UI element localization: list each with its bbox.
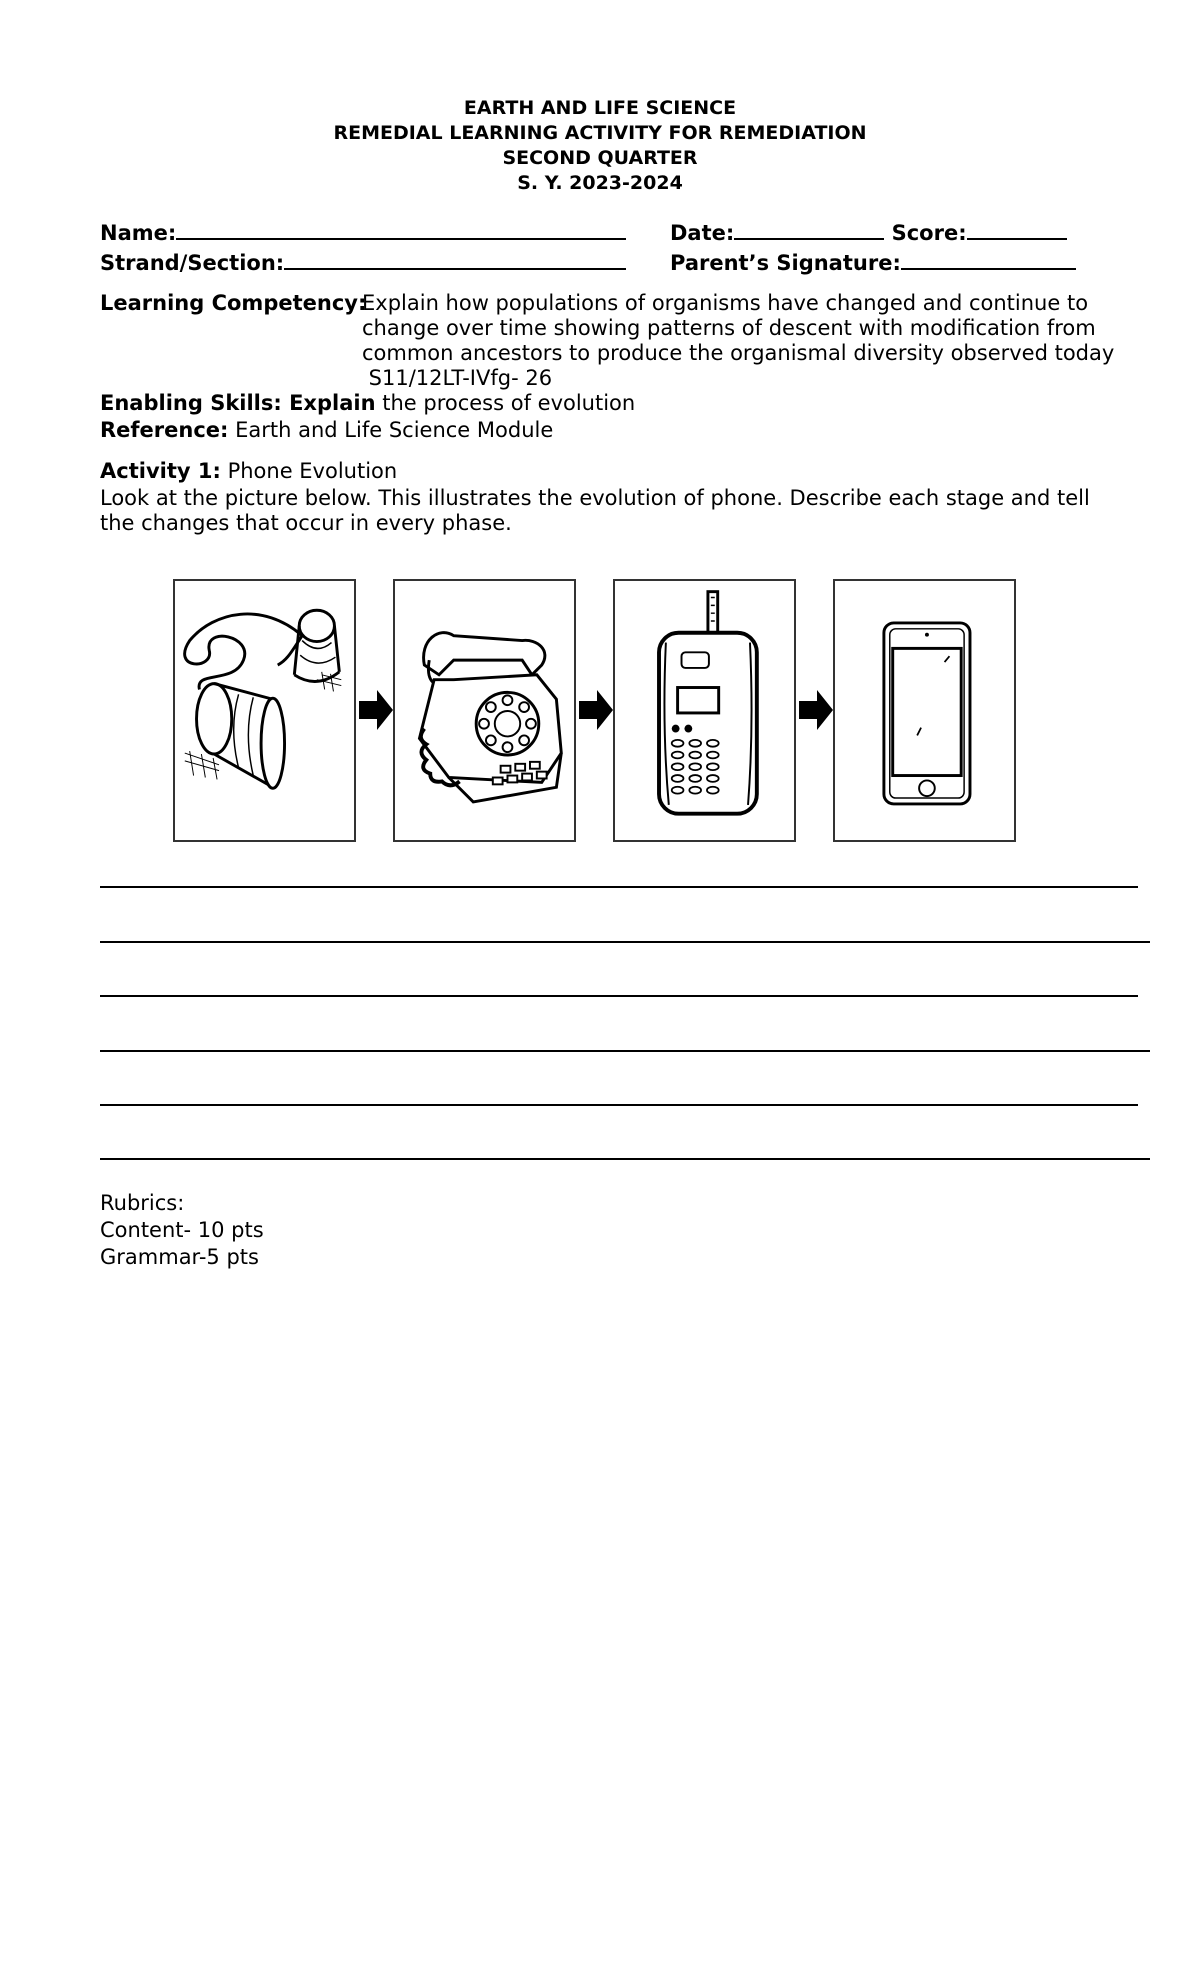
reference: Reference: Earth and Life Science Module: [100, 418, 554, 442]
date-score-row: [670, 218, 1067, 245]
activity-heading: Activity 1: Phone Evolution: [100, 459, 398, 483]
activity-instruction: Look at the picture below. This illustrates the evolution of phone. Describe each stage and tell the changes that occur in every phase.: [100, 486, 1090, 535]
school-year: S. Y. 2023-2024: [517, 172, 683, 194]
answer-line[interactable]: [100, 1104, 1138, 1106]
name-field[interactable]: [176, 218, 626, 240]
parent-signature-field[interactable]: [901, 248, 1076, 270]
answer-line[interactable]: [100, 995, 1138, 997]
score-label: Score:: [891, 221, 967, 245]
date-label: Date:: [670, 221, 735, 245]
answer-line[interactable]: [100, 886, 1138, 888]
rubrics: [100, 1190, 264, 1271]
strand-row: [100, 248, 626, 275]
document-header: [0, 96, 1200, 196]
rotary-telephone-icon: [395, 581, 574, 840]
answer-line[interactable]: [100, 1050, 1150, 1052]
mobile-phone-icon: [615, 581, 794, 840]
rubrics-title: Rubrics:: [100, 1191, 185, 1215]
rubric-content: Content- 10 pts: [100, 1218, 264, 1242]
arrow-right-icon: [359, 690, 393, 730]
arrow-right-icon: [579, 690, 613, 730]
strand-field[interactable]: [284, 248, 626, 270]
competency-code: S11/12LT-IVfg- 26: [362, 366, 553, 390]
competency-text: Explain how populations of organisms have changed and continue to change over time showing patterns of descent with modification from common ancestors to produce the organismal diversity observed today S11/12LT-IVfg- 26: [362, 291, 1152, 391]
smartphone-icon: [835, 581, 1014, 840]
strand-label: Strand/Section:: [100, 251, 285, 275]
rubric-grammar: Grammar-5 pts: [100, 1245, 259, 1269]
name-row: [100, 218, 626, 245]
score-field[interactable]: [967, 218, 1067, 240]
enabling-skills: Enabling Skills: Explain the process of evolution: [100, 391, 636, 415]
competency-label: Learning Competency:: [100, 291, 367, 315]
parent-signature-label: Parent’s Signature:: [670, 251, 901, 275]
date-field[interactable]: [734, 218, 884, 240]
smartphone-panel: [833, 579, 1016, 842]
arrow-right-icon: [799, 690, 833, 730]
name-label: Name:: [100, 221, 177, 245]
tin-can-phone-panel: [173, 579, 356, 842]
subject-title: EARTH AND LIFE SCIENCE: [463, 97, 737, 119]
activity-title: REMEDIAL LEARNING ACTIVITY FOR REMEDIATION: [333, 122, 867, 144]
quarter-title: SECOND QUARTER: [502, 147, 698, 169]
tin-can-phone-icon: [175, 581, 354, 840]
answer-line[interactable]: [100, 941, 1150, 943]
rotary-telephone-panel: [393, 579, 576, 842]
mobile-phone-panel: [613, 579, 796, 842]
parent-signature-row: [670, 248, 1076, 275]
answer-line[interactable]: [100, 1158, 1150, 1160]
